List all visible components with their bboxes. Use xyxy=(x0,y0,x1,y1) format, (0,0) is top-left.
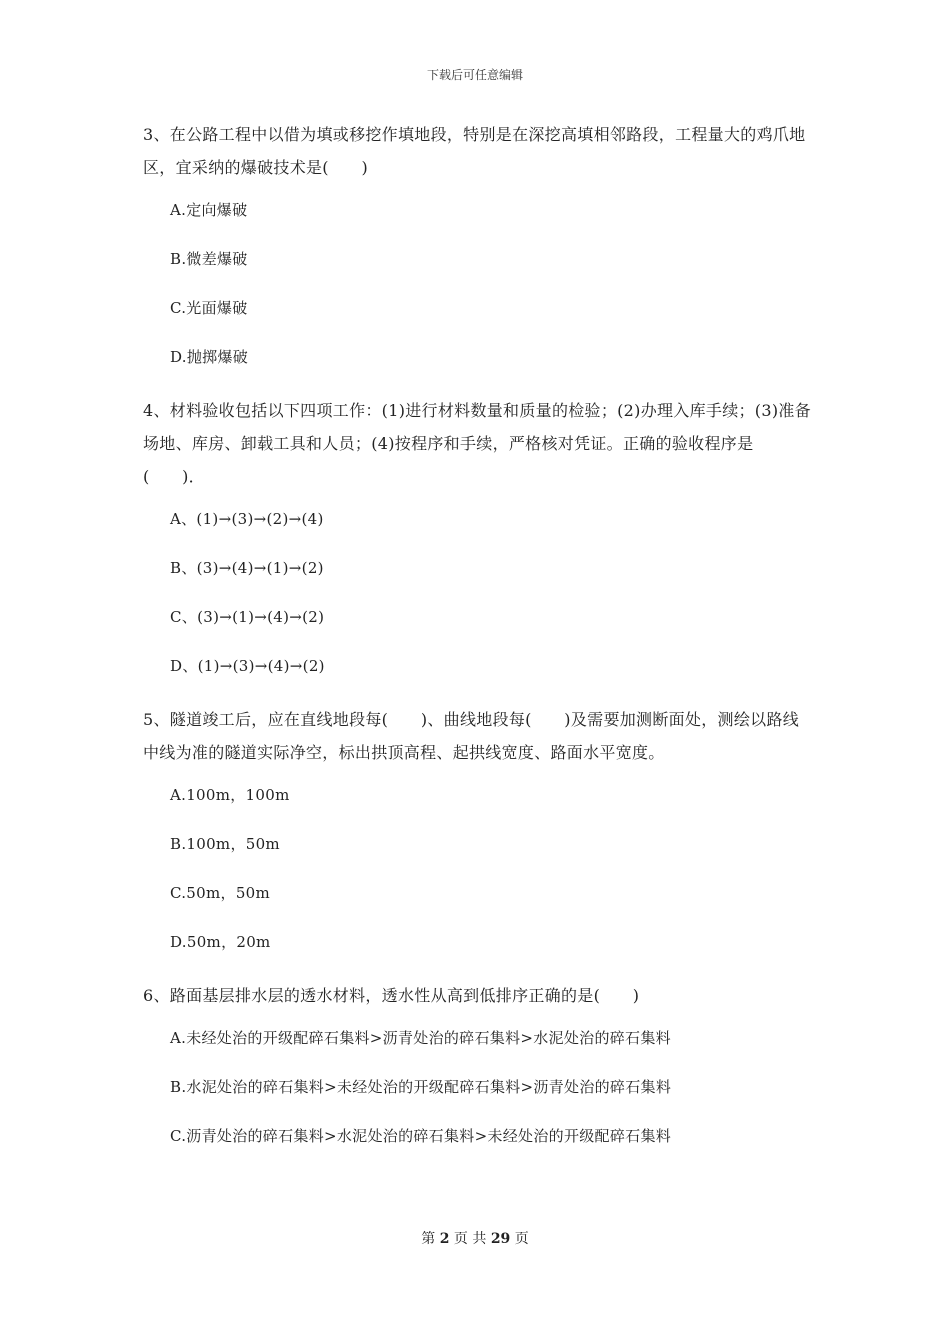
option-d: D.50m，20m xyxy=(170,933,271,951)
option-a: A.100m，100m xyxy=(170,786,290,804)
question-text: 4、材料验收包括以下四项工作：(1)进行材料数量和质量的检验；(2)办理入库手续；(3)准备场地、库房、卸载工具和人员；(4)按程序和手续，严格核对凭证。正确的验收程序是( )． xyxy=(143,401,811,486)
footer-prefix: 第 xyxy=(421,1231,436,1247)
total-pages: 29 xyxy=(490,1231,511,1247)
option-a: A.定向爆破 xyxy=(170,201,248,219)
option-b: B.微差爆破 xyxy=(170,250,248,268)
footer-middle: 页 共 xyxy=(453,1231,487,1247)
option-c: C.沥青处治的碎石集料>水泥处治的碎石集料>未经处治的开级配碎石集料 xyxy=(170,1127,672,1145)
question-5 xyxy=(143,703,813,954)
question-3 xyxy=(143,118,813,369)
question-text: 6、路面基层排水层的透水材料，透水性从高到低排序正确的是( ) xyxy=(143,986,640,1005)
option-d: D.抛掷爆破 xyxy=(170,348,249,366)
document-body xyxy=(143,118,813,1173)
option-c: C、(3)→(1)→(4)→(2) xyxy=(170,608,325,626)
option-c: C.光面爆破 xyxy=(170,299,248,317)
option-c: C.50m，50m xyxy=(170,884,271,902)
footer-suffix: 页 xyxy=(514,1231,529,1247)
option-a: A.未经处治的开级配碎石集料>沥青处治的碎石集料>水泥处治的碎石集料 xyxy=(170,1029,671,1047)
option-d: D、(1)→(3)→(4)→(2) xyxy=(170,657,325,675)
question-6 xyxy=(143,979,813,1148)
option-b: B.100m，50m xyxy=(170,835,280,853)
question-4 xyxy=(143,394,813,678)
page-header xyxy=(0,66,950,83)
option-b: B、(3)→(4)→(1)→(2) xyxy=(170,559,324,577)
question-text: 5、隧道竣工后，应在直线地段每( )、曲线地段每( )及需要加测断面处，测绘以路线中线为准的隧道实际净空，标出拱顶高程、起拱线宽度、路面水平宽度。 xyxy=(143,710,800,762)
page-number: 2 xyxy=(439,1231,450,1247)
option-a: A、(1)→(3)→(2)→(4) xyxy=(170,510,324,528)
option-b: B.水泥处治的碎石集料>未经处治的开级配碎石集料>沥青处治的碎石集料 xyxy=(170,1078,672,1096)
header-text: 下载后可任意编辑 xyxy=(426,68,523,82)
page-footer xyxy=(0,1228,950,1248)
question-text: 3、在公路工程中以借为填或移挖作填地段，特别是在深挖高填相邻路段，工程量大的鸡爪地区，宜采纳的爆破技术是( ) xyxy=(143,125,806,177)
